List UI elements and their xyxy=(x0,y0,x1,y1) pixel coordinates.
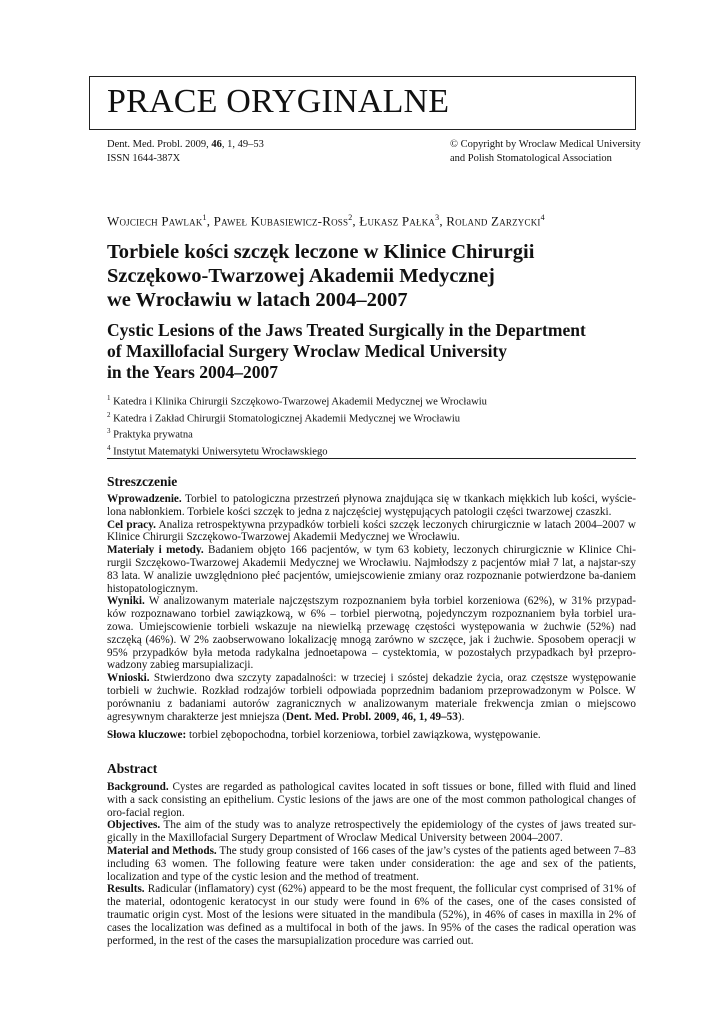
streszczenie-cel: Cel pracy. Analiza retrospektywna przypadków torbieli kości szczęk leczonych chirurgicznie w latach 2004–2007 w Klinice Chirurgii Szczękowo-Twarzowej Akademii Medycznej we Wrocławiu. xyxy=(107,518,636,544)
abstract-background: Background. Cystes are regarded as pathological cavites located in soft tissues or bone, filled with fluid and lined with a sack consisting an epithelium. Cystic lesions of the jaws are one of the most common pathological changes of oro-facial region. xyxy=(107,781,636,819)
author-name: Paweł Kubasiewicz-Ross xyxy=(213,213,349,229)
section-divider xyxy=(107,458,636,459)
affiliation-list xyxy=(107,392,487,459)
journal-volume: 46 xyxy=(211,139,222,150)
author-name: Łukasz Pałka xyxy=(359,213,436,229)
streszczenie-materialy: Materiały i metody. Badaniem objęto 166 pacjentów, w tym 63 kobiety, leczonych chirurgicznie w Klinice Chi-rurgii Szczękowo-Twarzowej Akademii Medycznej we Wrocławiu. Najmłodszy z pacjentów miał 7 lat, a najstar-szy 83 lata. W analizie uwzględniono płeć pacjentów, umiejscowienie zmiany oraz rozpoznanie potwierdzone ba-daniem histopatologicznym. xyxy=(107,544,637,595)
journal-citation: Dent. Med. Probl. 2009, 46, 1, 49–53 xyxy=(107,139,264,150)
streszczenie-body xyxy=(107,493,636,742)
journal-issn: ISSN 1644-387X xyxy=(107,153,181,164)
affiliation-item: $^2$ Katedra i Zakład Chirurgii Stomatologicznej Akademii Medycznej we Wrocławiu xyxy=(107,410,461,425)
author-list: Wojciech Pawlak$^1$, Paweł Kubasiewicz-Ross$^2$, Łukasz Pałka$^3$, Roland Zarzycki$^4$ xyxy=(107,213,545,229)
author-name: Wojciech Pawlak xyxy=(107,213,203,229)
abstract-material: Material and Methods. The study group consisted of 166 cases of the jaw’s cystes of the patients aged between 7–83 including 63 women. The following feature were taken under consideration: the age and sex of the patients, localization and type of the cystic lesion and the method of treatment. xyxy=(107,844,636,883)
affiliation-item: $^1$ Katedra i Klinika Chirurgii Szczękowo-Twarzowej Akademii Medycznej we Wrocławiu xyxy=(107,394,487,408)
streszczenie-wyniki: Wyniki. W analizowanym materiale najczęstszym rozpoznaniem była torbiel korzeniowa (62%), w 31% przypad-ków rozpoznawano torbiel zawiązkową, w 6% – torbiel pierwotną, pojedynczym rozpoznaniem była torbiel ura-zowa. Umiejscowienie torbieli wskazuje na niewielką przewagę częstości występowania w żuchwie (52%) nad szczęką (46%). W 2% zaobserwowano lokalizację mnogą zarówno w szczęce, jak i żuchwie. Sposobem operacji w 95% przypadków była metoda radykalna jednoetapowa – cystektomia, w pozostałych przypadkach był przepro-wadzony zabieg marsupializacji. xyxy=(107,595,636,672)
affiliation-item: $^3$ Praktyka prywatna xyxy=(107,427,193,441)
abstract-body xyxy=(107,781,636,947)
abstract-objectives: Objectives. The aim of the study was to analyze retrospectively the epidemiology of the cystes of jaws treated sur-gically in the Maxillofacial Surgery Department of Wroclaw Medical University between 2004–2007. xyxy=(107,819,636,845)
streszczenie-wprowadzenie: Wprowadzenie. Torbiel to patologiczna przestrzeń płynowa znajdująca się w tkankach miękkich lub kości, wyście-lona nabłonkiem. Torbiele kości szczęk to jedna z najczęściej występujących patologii części twarzowej czaszki. xyxy=(107,493,636,518)
author-name: Roland Zarzycki xyxy=(446,213,541,229)
abstract-results: Results. Radicular (inflamatory) cyst (62%) appeard to be the most frequent, the follicular cyst comprised of 31% of the material, odontogenic keratocyst in our study were found in 6% of the cases, one of the cases consisted of traumatic origin cyst. Most of the lesions were situated in the mandibula (52%), in 46% of cases in maxilla in 2% of cases the localization was defined as a multifocal in both of the jaws. In 95% of the cases the radical operation was performed, in the rest of the cases the marsupialization procedure was carried out. xyxy=(107,883,636,947)
citation: Dent. Med. Probl. 2009, 46, 1, 49–53 xyxy=(285,710,458,723)
streszczenie-heading: Streszczenie xyxy=(107,474,178,489)
title-polish: Torbiele kości szczęk leczone w Klinice Chirurgii Szczękowo-Twarzowej Akademii Medycznej we Wrocławiu w latach 2004–2007 xyxy=(107,241,535,311)
affiliation-item: $^4$ Instytut Matematyki Uniwersytetu Wrocławskiego xyxy=(107,444,328,458)
title-english: Cystic Lesions of the Jaws Treated Surgically in the Department of Maxillofacial Surgery Wroclaw Medical University in the Years 2004–2007 xyxy=(107,320,586,382)
copyright-notice: © Copyright by Wroclaw Medical University and Polish Stomatological Association xyxy=(450,139,641,164)
abstract-heading: Abstract xyxy=(107,761,158,776)
keywords-pl: Słowa kluczowe: torbiel zębopochodna, torbiel korzeniowa, torbiel zawiązkowa, występowanie. xyxy=(107,729,541,742)
streszczenie-wnioski: Wnioski. Stwierdzono dwa szczyty zapadalności: w trzeciej i szóstej dekadzie życia, oraz częstsze występowanie torbieli w żuchwie. Rozkład rodzajów torbieli odpowiada poprzednim badaniom przeprowadzonym w Polsce. W porównaniu z badaniami autorów zagranicznych w analizowanym materiale frekwencja zmian o miejscowo agresywnym charakterze jest mniejsza (Dent. Med. Probl. 2009, 46, 1, 49–53). xyxy=(107,672,636,723)
journal-meta xyxy=(107,138,264,166)
section-title: PRACE ORYGINALNE xyxy=(107,83,450,120)
